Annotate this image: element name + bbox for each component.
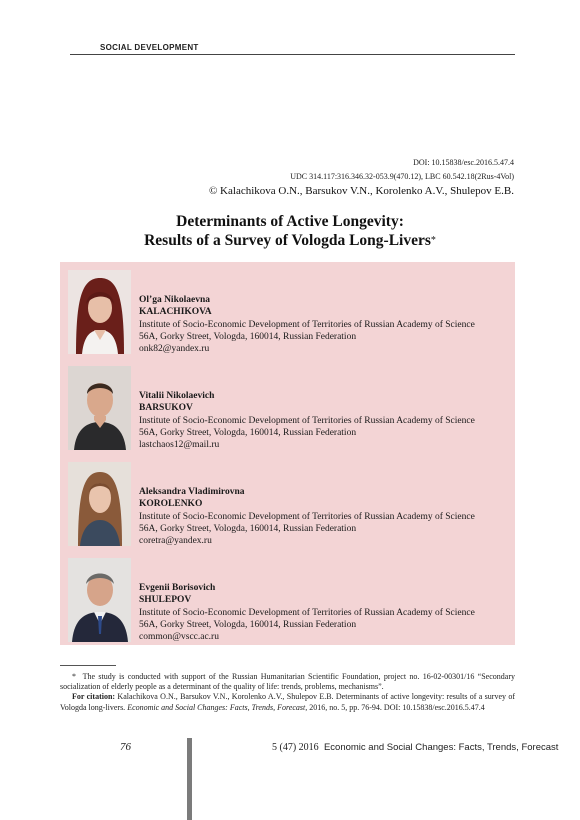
footnote-citation: For citation: Kalachikova O.N., Barsukov V.N., Korolenko A.V., Shulepov E.B. Determinants of active longevity: results of a survey of Vologda long-livers. Economic and Social Changes: Facts, Trends, Forecast, 2016, no. 5, pp. 76-94. DOI: 10.15838/esc.2016.5.47.4 [60,692,515,712]
authors-panel [60,262,515,645]
author-card [60,550,515,644]
author-email[interactable]: common@vscc.ac.ru [139,632,219,643]
footnote-rule [60,665,116,666]
author-first-name: Evgenii Borisovich [139,583,216,593]
author-institute: Institute of Socio-Economic Development of Territories of Russian Academy of Science [139,511,475,522]
author-last-name: KOROLENKO [139,499,203,510]
author-info [139,486,475,547]
author-info [139,582,475,643]
author-email[interactable]: onk82@yandex.ru [139,344,210,355]
page-number: 76 [120,741,131,753]
author-photo [68,270,131,354]
author-email[interactable]: lastchaos12@mail.ru [139,440,220,451]
issue-number: 5 (47) 2016 [272,742,319,753]
section-heading: SOCIAL DEVELOPMENT [100,43,199,52]
author-first-name: Ol’ga Nikolaevna [139,295,210,305]
header-rule [70,54,515,55]
udc-line: UDC 314.117:316.346.32-053.9(470.12), LBC 60.542.18(2Rus-4Vol) [290,172,514,181]
author-first-name: Vitalii Nikolaevich [139,391,215,401]
author-address: 56A, Gorky Street, Vologda, 160014, Russian Federation [139,331,357,342]
author-card [60,454,515,548]
doi-line: DOI: 10.15838/esc.2016.5.47.4 [413,158,514,167]
footer-bar [187,738,192,820]
title-footnote-mark: * [430,235,436,246]
author-photo [68,558,131,642]
footnote-support: * The study is conducted with support of the Russian Humanitarian Scientific Foundation, project no. 16-02-00301/16 “Secondary socialization of elderly people as a determinant of the quality of life: trends, problems, mechanisms”. [60,672,515,692]
footnote [60,672,515,713]
journal-footer [272,742,558,753]
author-address: 56A, Gorky Street, Vologda, 160014, Russian Federation [139,427,357,438]
author-info [139,294,475,355]
author-last-name: SHULEPOV [139,595,192,606]
journal-name: Economic and Social Changes: Facts, Trends, Forecast [323,742,559,753]
author-first-name: Aleksandra Vladimirovna [139,487,245,497]
author-email[interactable]: coretra@yandex.ru [139,536,212,547]
author-institute: Institute of Socio-Economic Development of Territories of Russian Academy of Science [139,607,475,618]
article-title [60,212,520,250]
author-last-name: KALACHIKOVA [139,307,212,318]
author-card [60,358,515,452]
title-line-1: Determinants of Active Longevity: [176,213,404,230]
author-address: 56A, Gorky Street, Vologda, 160014, Russian Federation [139,523,357,534]
author-address: 56A, Gorky Street, Vologda, 160014, Russian Federation [139,619,357,630]
author-institute: Institute of Socio-Economic Development of Territories of Russian Academy of Science [139,415,475,426]
author-institute: Institute of Socio-Economic Development of Territories of Russian Academy of Science [139,319,475,330]
author-last-name: BARSUKOV [139,403,193,414]
title-line-2: Results of a Survey of Vologda Long-Livers* [144,232,436,249]
author-card [60,262,515,356]
author-info [139,390,475,451]
copyright-authors: © Kalachikova O.N., Barsukov V.N., Korolenko A.V., Shulepov E.B. [208,185,514,197]
author-photo [68,366,131,450]
author-photo [68,462,131,546]
